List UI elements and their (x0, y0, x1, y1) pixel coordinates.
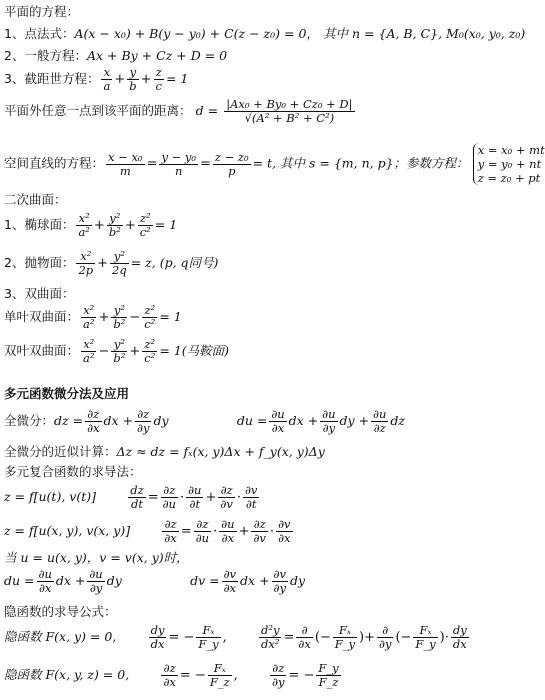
line-eq-end: = t, 其中 s = {m, n, p}；参数方程： (252, 155, 469, 171)
implicit-2-line: 隐函数 F(x, y, z) = 0, $\frac{\partial z}{\partial x}$ = − $\frac{\text{Fₓ}}{F\_z}$ , $\frac{\partial z}{\partial y}$ = − $\frac{F\_y}{F\_z}$ (4, 661, 339, 689)
composite-2: z = f[u(x, y), v(x, y)] (4, 523, 131, 538)
composite-1: z = f[u(t), v(t)] (4, 489, 96, 504)
du-dv-line: du = $\frac{\partial u}{\partial x}$ dx + $\frac{\partial u}{\partial y}$ dy dv = $\frac{\partial v}{\partial x}$ dx + $\frac{\partial v}{\partial y}$ dy (4, 567, 306, 595)
two-sheet-label: 双叶双曲面： (4, 343, 80, 358)
one-sheet-line: 单叶双曲面： $\frac{\text{x²}}{\text{a²}}$ + $\frac{\text{y²}}{\text{b²}}$ − $\frac{\text{z²}}{\text{c²}}$ = 1 (4, 303, 182, 331)
when-line (4, 550, 189, 567)
implicit-1: 隐函数 F(x, y) = 0, (4, 629, 117, 644)
ellipsoid-rhs: = 1 (154, 217, 178, 232)
two-sheet-line: 双叶双曲面： $\frac{\text{x²}}{\text{a²}}$ − $\frac{\text{y²}}{\text{b²}}$ + $\frac{\text{z²}}{\text{c²}}$ = 1(马鞍面) (4, 337, 229, 365)
distance-den: √(A² + B² + C²) (244, 111, 335, 125)
param-x: x = x₀ + mt (477, 143, 545, 157)
ellipsoid-label: 1、椭球面： (4, 217, 75, 232)
distance-fraction (224, 98, 354, 125)
implicit-1-line: 隐函数 F(x, y) = 0, $\frac{dy}{dx}$ = − $\frac{\text{Fₓ}}{F\_y}$ , $\frac{\text{d²y}}{\text{dx²}}$ = $\frac{\partial}{\partial x}$ (− $\frac{\text{Fₓ}}{F\_y}$ )+ $\frac{\partial}{\partial y}$ (− $\frac{\text{Fₓ}}{F\_y}$ )· $\frac{dy}{dx}$ (4, 623, 467, 651)
hyperboloid-title: 3、双曲面： (4, 286, 75, 301)
distance-line (4, 98, 357, 125)
distance-num: |Ax₀ + By₀ + Cz₀ + D| (226, 97, 353, 111)
space-line-equation: 空间直线的方程： $\frac{\text{x − x₀}}{m}$ = $\frac{\text{y − y₀}}{n}$ = $\frac{\text{z − z₀}}{p}$ = t, 其中 s = {m, n, p}；参数方程： x = x₀ + mt y = y₀ + nt z = z₀ + pt (4, 143, 545, 185)
total-diff-approx-label: 全微分的近似计算： (4, 444, 117, 459)
one-sheet-label: 单叶双曲面： (4, 309, 80, 324)
composite-label: 多元复合函数的求导法： (4, 464, 142, 479)
two-sheet-rhs: = 1(马鞍面) (159, 343, 229, 358)
point-normal-formula: A(x − x₀) + B(y − y₀) + C(z − z₀) = 0， (74, 26, 319, 41)
plane-title: 平面的方程： (4, 4, 80, 19)
distance-label: 平面外任意一点到该平面的距离： (4, 103, 192, 118)
param-z: z = z₀ + pt (477, 171, 541, 185)
point-normal-label: 1、点法式： (4, 26, 75, 41)
composite-1-line: z = f[u(t), v(t)] $\frac{dz}{dt}$ = $\frac{\partial z}{\partial u}$ · $\frac{\partial u}{\partial t}$ + $\frac{\partial z}{\partial v}$ · $\frac{\partial v}{\partial t}$ (4, 483, 258, 511)
parametric-system (473, 143, 545, 185)
general-label: 2、一般方程： (4, 48, 87, 63)
point-normal-where: 其中 n = {A, B, C}, M₀(x₀, y₀, z₀) (323, 26, 526, 41)
point-normal-line (4, 26, 525, 43)
general-formula: Ax + By + Cz + D = 0 (86, 48, 228, 63)
param-y: y = y₀ + nt (477, 157, 542, 171)
intercept-line: 3、截距世方程： $\frac{x}{a}$ + $\frac{y}{b}$ + $\frac{z}{c}$ = 1 (4, 65, 189, 93)
one-sheet-rhs: = 1 (159, 309, 182, 324)
total-diff-label: 全微分： (4, 413, 55, 428)
composite-2-line: z = f[u(x, y), v(x, y)] $\frac{\partial z}{\partial x}$ = $\frac{\partial z}{\partial u}$ · $\frac{\partial u}{\partial x}$ + $\frac{\partial z}{\partial v}$ · $\frac{\partial v}{\partial x}$ (4, 517, 291, 545)
quadric-title: 二次曲面： (4, 192, 67, 207)
total-diff-line: 全微分：dz = $\frac{\partial z}{\partial x}$ dx + $\frac{\partial z}{\partial y}$ dy du = $\frac{\partial u}{\partial x}$ dx + $\frac{\partial u}{\partial y}$ dy + $\frac{\partial u}{\partial z}$ dz (4, 407, 405, 435)
implicit-2: 隐函数 F(x, y, z) = 0, (4, 667, 130, 682)
implicit-label: 隐函数的求导公式： (4, 604, 117, 619)
total-diff-approx-line (4, 444, 325, 461)
when-label: 当 u = u(x, y)，v = v(x, y)时， (4, 550, 189, 565)
multivar-title: 多元函数微分法及应用 (4, 386, 130, 401)
ellipsoid-line: 1、椭球面： $\frac{\text{x²}}{\text{a²}}$ + $\frac{\text{y²}}{\text{b²}}$ + $\frac{\text{z²}}{\text{c²}}$ = 1 (4, 211, 178, 239)
paraboloid-rhs: = z, (p, q同号) (130, 255, 219, 270)
line-label: 空间直线的方程： (4, 155, 105, 171)
total-diff-approx: Δz ≈ dz = fₓ(x, y)Δx + f_y(x, y)Δy (116, 444, 325, 459)
paraboloid-line: 2、抛物面： $\frac{\text{x²}}{2p}$ + $\frac{\text{y²}}{2q}$ = z, (p, q同号) (4, 249, 219, 277)
intercept-rhs: = 1 (165, 71, 189, 86)
intercept-label: 3、截距世方程： (4, 71, 100, 86)
general-line (4, 48, 227, 65)
paraboloid-label: 2、抛物面： (4, 255, 75, 270)
distance-lhs: d = (195, 103, 219, 118)
